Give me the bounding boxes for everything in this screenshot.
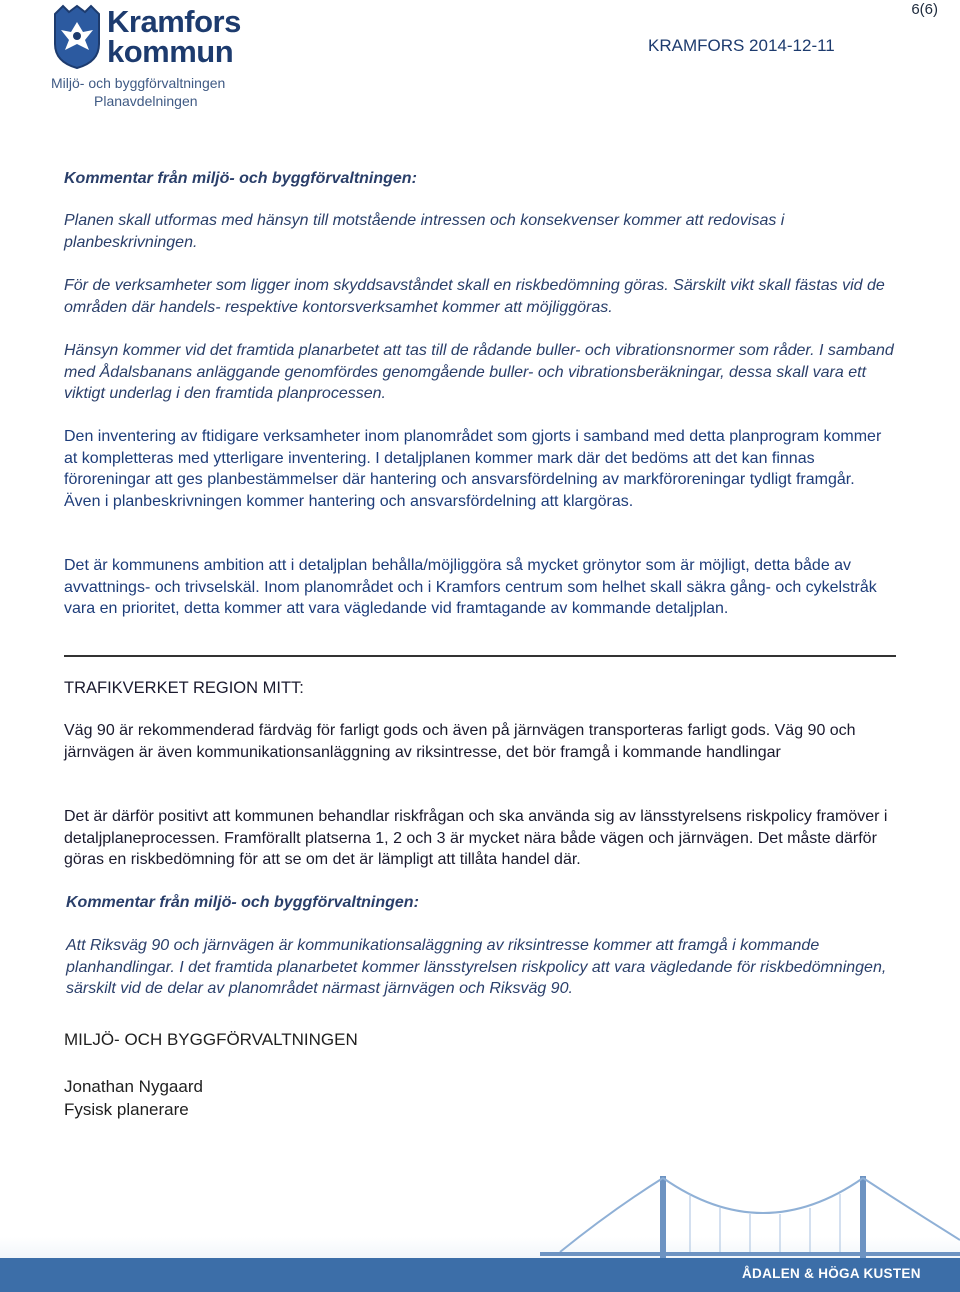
brand-name-line1: Kramfors <box>107 4 241 39</box>
signature-name: Jonathan Nygaard <box>64 1077 203 1096</box>
section-heading-trafikverket: TRAFIKVERKET REGION MITT: <box>64 679 304 697</box>
comment-paragraph-2: För de verksamheter som ligger inom skyddsavståndet skall en riskbedömning göras. Särskilt vikt skall fästas vid de områden där handels- respektive kontorsverksamhet kommer att möjliggöras. <box>64 277 885 316</box>
letterhead-logo <box>50 2 310 112</box>
comment-heading-2: Kommentar från miljö- och byggförvaltningen: <box>66 894 419 911</box>
trafikverket-paragraph-1: Väg 90 är rekommenderad färdväg för farligt gods och även på järnvägen transporteras farligt gods. Väg 90 och järnvägen är även kommunikationsanläggning av riksintresse, det bör framgå i kommande handlingar <box>64 722 856 761</box>
signature-organization: MILJÖ- OCH BYGGFÖRVALTNINGEN <box>64 1030 358 1049</box>
brand-name-line2: kommun <box>107 34 234 69</box>
comment-paragraph-4: Den inventering av ftidigare verksamheter inom planområdet som gjorts i samband med detta planprogram kommer at kompletteras med ytterligare inventering. I detaljplanen kommer mark där det bedöms att det kan finnas föroreningar att ges planbestämmelser där hantering och ansvarsfördelning av markföroreningar tydligt framgår. Även i planbeskrivningen kommer hantering och ansvarsfördelning att klargöras. <box>64 428 882 510</box>
division-name: Planavdelningen <box>94 93 198 109</box>
signature-title: Fysisk planerare <box>64 1100 189 1119</box>
footer-region-label: ÅDALEN & HÖGA KUSTEN <box>742 1266 921 1281</box>
section-divider <box>64 655 896 657</box>
department-name: Miljö- och byggförvaltningen <box>51 75 226 91</box>
comment-paragraph-3: Hänsyn kommer vid det framtida planarbetet att tas till de rådande buller- och vibrationsnormer som råder. I samband med Ådalsbanans anläggande genomfördes genomgående buller- och vibrationsberäkningar, dessa skall vara ett viktigt underlag i den framtida planprocessen. <box>64 342 894 402</box>
comment-paragraph-trafikverket: Att Riksväg 90 och järnvägen är kommunikationsaläggning av riksintresse kommer att framgå i kommande planhandlingar. I det framtida planarbetet kommer länsstyrelsen riskpolicy att vara vägledande för riskbedömningen, särskilt vid de delar av planområdet närmast järnvägen och Riksväg 90. <box>66 937 887 997</box>
trafikverket-paragraph-2: Det är därför positivt att kommunen behandlar riskfrågan och ska använda sig av länsstyrelsens riskpolicy framöver i detaljplaneprocessen. Framförallt platserna 1, 2 och 3 är mycket nära både vägen och järnvägen. Det måste därför göras en riskbedömning för att se om det är lämpligt att tillåta handel där. <box>64 808 888 868</box>
comment-paragraph-5: Det är kommunens ambition att i detaljplan behålla/möjliggöra så mycket grönytor som är möjligt, detta både av avvattnings- och trivselskäl. Inom planområdet och i Kramfors centrum som helhet skall säkra gång- och cykelstråk vara en prioritet, detta kommer att vara vägledande vid framtagande av kommande detaljplan. <box>64 557 877 617</box>
page-number: 6(6) <box>911 1 938 18</box>
coat-of-arms-icon <box>53 4 101 70</box>
place-date: KRAMFORS 2014-12-11 <box>648 36 835 55</box>
comment-heading: Kommentar från miljö- och byggförvaltningen: <box>64 170 417 187</box>
comment-paragraph-1: Planen skall utformas med hänsyn till motstående intressen och konsekvenser kommer att redovisas i planbeskrivningen. <box>64 212 785 251</box>
